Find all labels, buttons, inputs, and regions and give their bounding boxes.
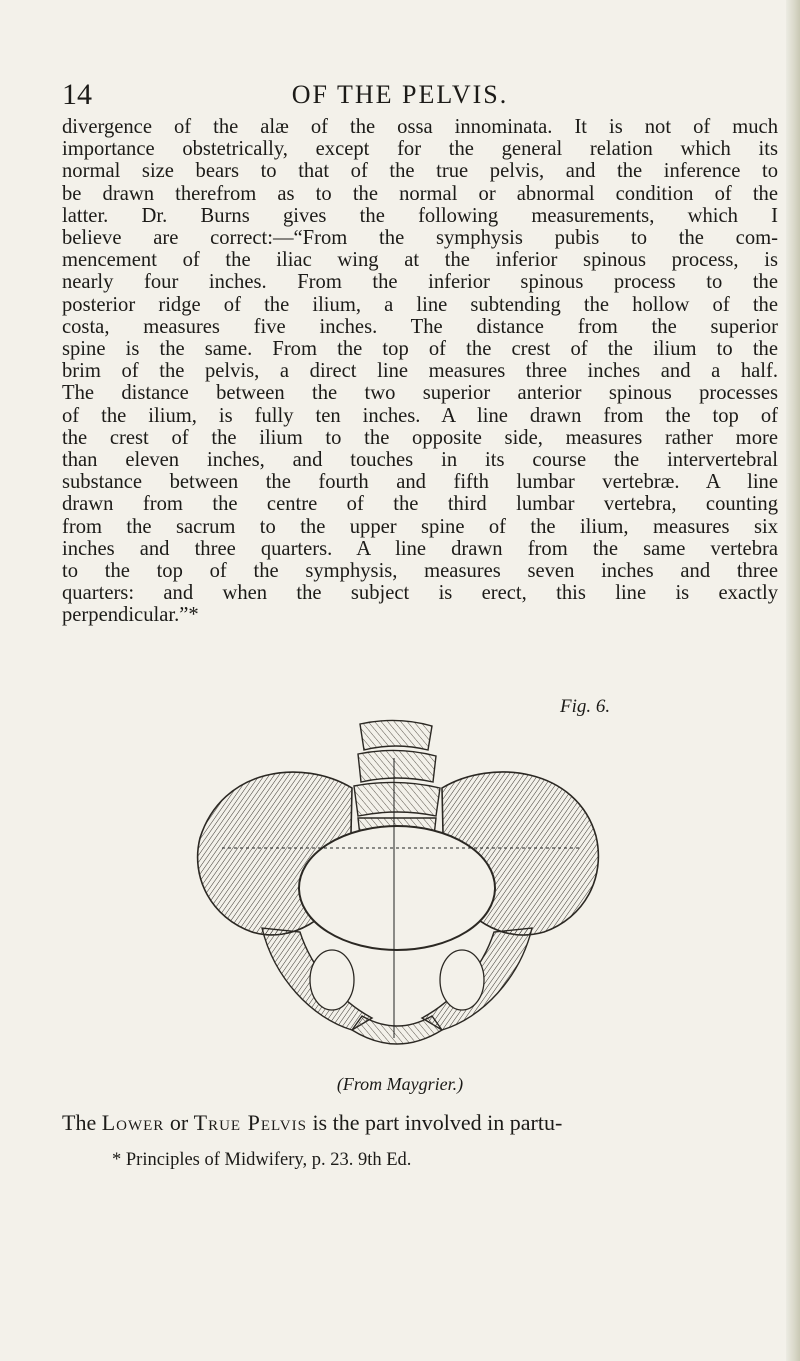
page-number: 14 <box>62 78 92 111</box>
text-line: drawn from the centre of the third lumbar vertebra, counting <box>62 493 778 516</box>
text-line: than eleven inches, and touches in its course the intervertebral <box>62 449 778 472</box>
text-line: brim of the pelvis, a direct line measures three inches and a half. <box>62 360 778 383</box>
text-line: of the ilium, is fully ten inches. A line drawn from the top of <box>62 404 778 427</box>
text-line: nearly four inches. From the inferior spinous process to the <box>62 271 778 294</box>
figure-caption: (From Maygrier.) <box>336 1074 464 1094</box>
text-line: costa, measures five inches. The distance from the superior <box>62 315 778 338</box>
continuation-prefix: The <box>62 1110 102 1135</box>
text-line: perpendicular.”* <box>62 604 199 627</box>
text-line: substance between the fourth and fifth lumbar vertebræ. A line <box>62 471 778 494</box>
figure-label: Fig. 6. <box>560 696 611 717</box>
text-line: from the sacrum to the upper spine of the ilium, measures six <box>62 515 778 538</box>
text-line: mencement of the iliac wing at the inferior spinous process, is <box>62 249 778 272</box>
text-line: divergence of the alæ of the ossa innominata. It is not of much <box>62 116 778 138</box>
text-line: importance obstetrically, except for the general relation which its <box>62 138 778 161</box>
text-line: the crest of the ilium to the opposite side, measures rather more <box>62 426 778 449</box>
text-line: latter. Dr. Burns gives the following measurements, which I <box>62 204 778 227</box>
text-line: quarters: and when the subject is erect, this line is exactly <box>62 582 778 605</box>
pelvis-illustration <box>182 718 612 1058</box>
text-line: to the top of the symphysis, measures seven inches and three <box>62 560 778 583</box>
text-line: believe are correct:—“From the symphysis pubis to the com- <box>62 227 778 250</box>
text-line: be drawn therefrom as to the normal or abnormal condition of the <box>62 182 778 205</box>
text-line: normal size bears to that of the true pelvis, and the inference to <box>62 160 778 183</box>
page-edge <box>786 0 800 1361</box>
footnote: * Principles of Midwifery, p. 23. 9th Ed. <box>112 1150 412 1170</box>
text-line: posterior ridge of the ilium, a line subtending the hollow of the <box>62 293 778 316</box>
continuation-line <box>62 1110 792 1136</box>
text-line: spine is the same. From the top of the crest of the ilium to the <box>62 338 778 361</box>
continuation-lower: Lower <box>101 1110 165 1135</box>
continuation-true-pelvis: True Pelvis <box>193 1110 307 1135</box>
pelvis-engraving-icon <box>182 718 612 1058</box>
continuation-suffix: is the part involved in partu- <box>306 1110 563 1135</box>
running-title: OF THE PELVIS. <box>291 80 509 109</box>
text-line: inches and three quarters. A line drawn from the same vertebra <box>62 537 778 560</box>
body-paragraph <box>62 116 778 627</box>
continuation-middle: or <box>164 1110 194 1135</box>
page-header <box>0 74 800 114</box>
text-line: The distance between the two superior anterior spinous processes <box>62 382 778 405</box>
